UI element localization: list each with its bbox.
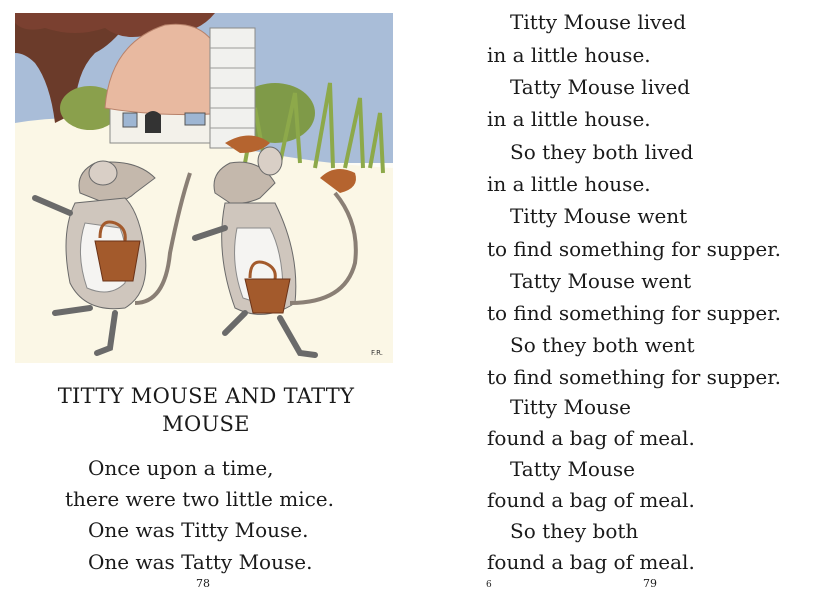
title-line-1: TITTY MOUSE AND TATTY [57,384,355,408]
story-illustration [15,13,393,363]
text-line: So they both went [510,333,695,357]
left-page [0,0,400,613]
text-line: in a little house. [487,172,651,196]
text-line: Tatty Mouse went [510,269,692,293]
text-line: to find something for supper. [487,365,781,389]
text-line: Titty Mouse lived [510,10,687,34]
text-line: Tatty Mouse lived [510,75,691,99]
text-line: So they both [510,519,639,543]
signature-mark: 6 [486,580,492,590]
page-number-right: 79 [643,577,657,590]
title-line-2: MOUSE [162,412,250,436]
text-line: to find something for supper. [487,301,781,325]
story-title [0,382,412,438]
text-line: Titty Mouse [510,395,631,419]
page-number-left: 78 [196,577,210,590]
right-page [400,0,815,613]
text-line: there were two little mice. [65,487,334,511]
text-line: found a bag of meal. [487,550,695,574]
mice-illustration-svg [15,13,393,363]
cottage-door [145,111,161,133]
text-line: Titty Mouse went [510,204,688,228]
text-line: in a little house. [487,107,651,131]
illustrator-initials: F.R. [371,349,383,357]
text-line: Tatty Mouse [510,457,635,481]
text-line: found a bag of meal. [487,426,695,450]
text-line: in a little house. [487,43,651,67]
cottage-window-left [123,113,137,127]
text-line: One was Titty Mouse. [88,518,309,542]
cottage-window-right [185,113,205,125]
text-line: One was Tatty Mouse. [88,550,313,574]
text-line: found a bag of meal. [487,488,695,512]
text-line: to find something for supper. [487,237,781,261]
text-line: Once upon a time, [88,456,274,480]
text-line: So they both lived [510,140,694,164]
